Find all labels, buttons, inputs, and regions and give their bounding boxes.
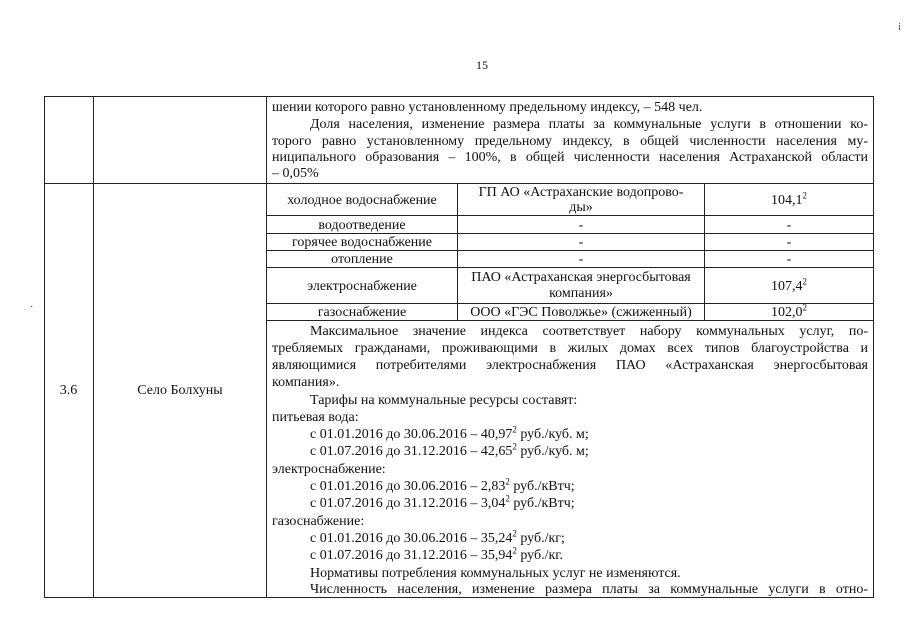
service-name: отопление (331, 252, 393, 267)
scan-speck: ˙ (30, 305, 34, 316)
norms-line: Нормативы потребления коммунальных услуг не изменяются. (310, 566, 681, 581)
tariff-line: с 01.07.2016 до 31.12.2016 – 3,04$^2$ руб./кВтч; (310, 493, 575, 511)
paragraph-line: – 0,05% (272, 166, 319, 181)
service-index: - (786, 252, 792, 267)
tariff-line: с 01.01.2016 до 30.06.2016 – 35,24$^2$ руб./кг; (310, 528, 565, 546)
service-index: 104,1$^2$ (771, 190, 807, 208)
service-name: горячее водоснабжение (292, 235, 432, 250)
tariffs-intro: Тарифы на коммунальные ресурсы составят: (310, 393, 578, 408)
service-name: холодное водоснабжение (287, 193, 437, 208)
row-number: 3.6 (59, 383, 78, 398)
page-number: 15 (476, 58, 488, 72)
carryover-line: шении которого равно установленному предельному индексу, – 548 чел. (272, 100, 703, 115)
col-divider-2 (266, 96, 267, 598)
table-border-left (44, 96, 45, 598)
service-index: - (786, 218, 792, 233)
service-provider: - (578, 218, 584, 233)
service-provider: - (578, 235, 584, 250)
table-border-right (873, 96, 874, 598)
service-provider: ООО «ГЭС Поволжье» (сжиженный) (470, 305, 692, 320)
service-name: газоснабжение (317, 305, 407, 320)
service-index: 102,0$^2$ (771, 302, 807, 320)
service-provider: ПАО «Астраханская энергосбытовая (471, 270, 691, 285)
tariff-group-label: газоснабжение: (272, 514, 365, 529)
paragraph-line: являющимися потребителями электроснабжения ПАО «Астраханская энергосбытовая (272, 358, 868, 373)
service-provider: - (578, 252, 584, 267)
service-name: водоотведение (318, 218, 406, 233)
tariff-line: с 01.07.2016 до 31.12.2016 – 35,94$^2$ руб./кг. (310, 545, 563, 563)
paragraph-line: ниципального образования – 100%, в общей численности населения Астраханской области (272, 150, 868, 165)
document-table (44, 96, 874, 598)
tariff-line: с 01.01.2016 до 30.06.2016 – 40,97$^2$ руб./куб. м; (310, 424, 589, 442)
service-provider: ды» (569, 200, 593, 215)
col-divider-1 (93, 96, 94, 598)
paragraph-line: Численность населения, изменение размера платы за коммунальные услуги в отно- (310, 582, 868, 597)
tariff-group-label: питьевая вода: (272, 410, 359, 425)
paragraph-line: Максимальное значение индекса соответствует набору коммунальных услуг, по- (310, 324, 868, 339)
service-provider: ГП АО «Астраханские водопрово- (478, 185, 684, 200)
paragraph-line: компания». (272, 375, 340, 390)
paragraph-line: требляемых гражданами, проживающими в жилых домах всех типов благоустройства и (272, 341, 868, 356)
service-provider: компания» (549, 286, 613, 301)
tariff-group-label: электроснабжение: (272, 462, 386, 477)
margin-mark: i (898, 22, 901, 33)
settlement-name: Село Болхуны (137, 383, 223, 398)
table-border-top (44, 96, 874, 97)
tariff-line: с 01.07.2016 до 31.12.2016 – 42,65$^2$ руб./куб. м; (310, 441, 589, 459)
service-name: электроснабжение (307, 279, 417, 294)
paragraph-line: Доля населения, изменение размера платы за коммунальные услуги в отношении ко- (310, 117, 868, 132)
service-index: 107,4$^2$ (771, 276, 807, 294)
tariff-line: с 01.01.2016 до 30.06.2016 – 2,83$^2$ руб./кВтч; (310, 476, 575, 494)
service-index: - (786, 235, 792, 250)
paragraph-line: торого равно установленному предельному индексу, в общей численности населения му- (272, 134, 868, 149)
